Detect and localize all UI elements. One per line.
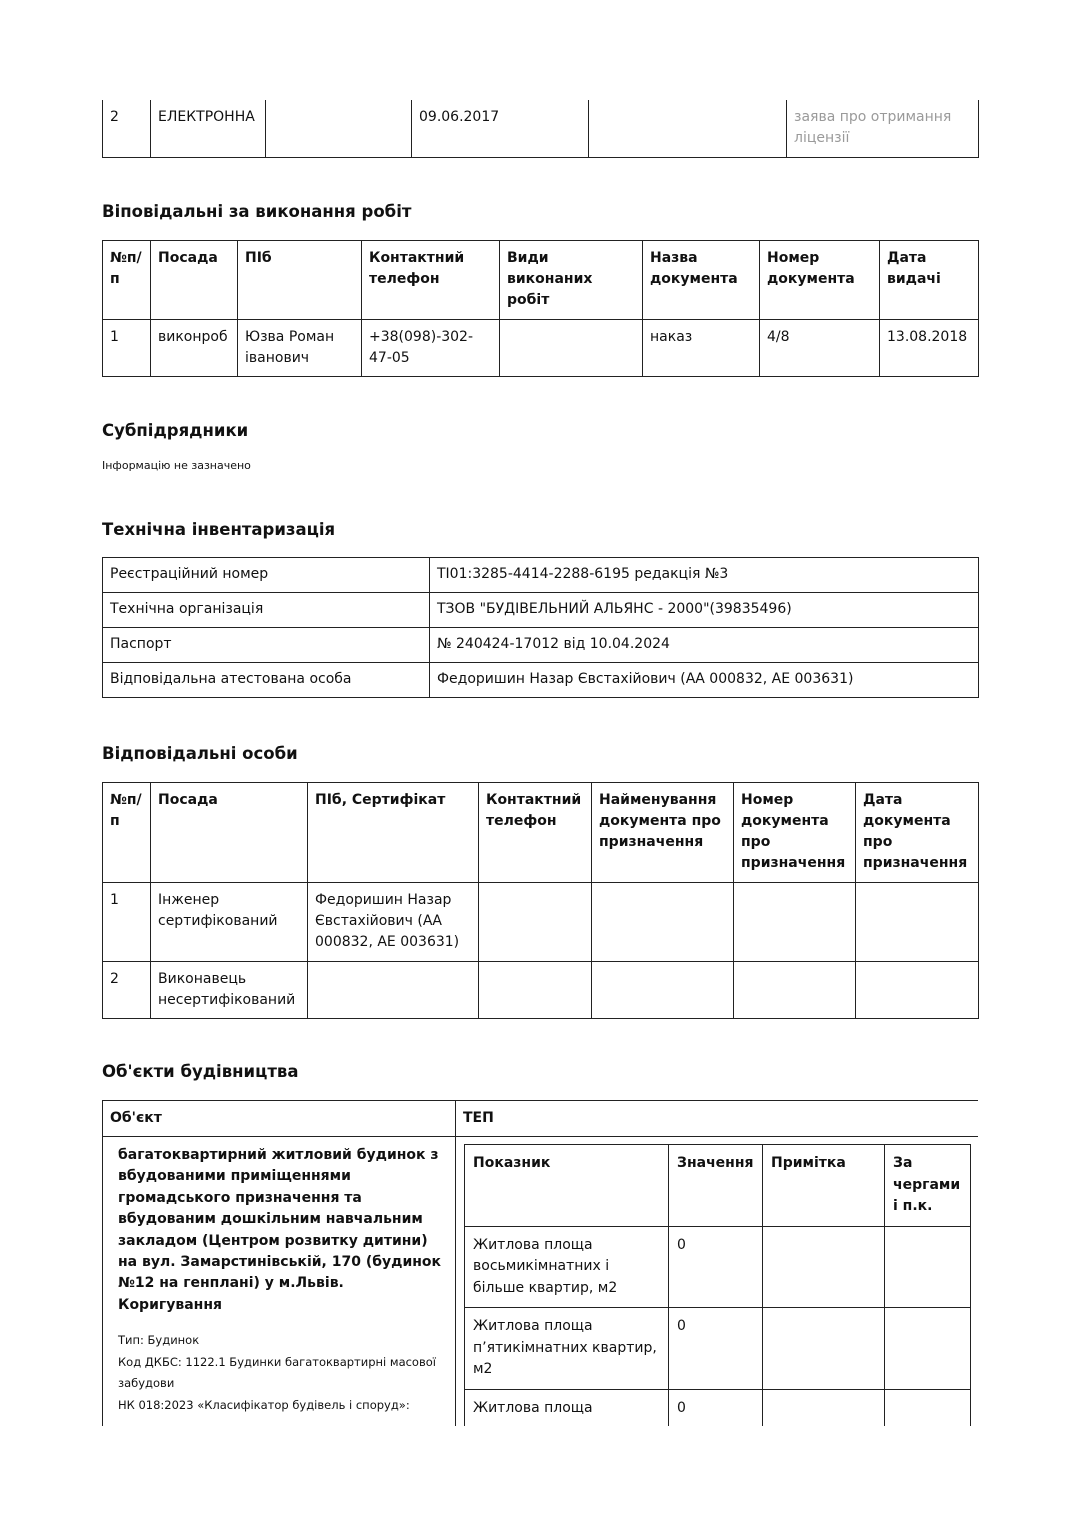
table-row	[465, 1226, 971, 1308]
object-description-cell	[103, 1137, 456, 1427]
table-header-row	[465, 1145, 971, 1227]
table-row	[465, 1389, 971, 1426]
table-cell	[500, 320, 643, 377]
previous-documents-table	[102, 100, 979, 158]
object-nk-classifier: НК 018:2023 «Класифікатор будівель і споруд»:	[118, 1397, 410, 1412]
table-cell	[592, 883, 734, 962]
column-header: Дата видачі	[880, 241, 979, 320]
section-title-subcontractors: Субпідрядники	[102, 421, 249, 440]
table-cell	[734, 883, 856, 962]
table-cell	[763, 1308, 885, 1390]
field-value: № 240424-17012 від 10.04.2024	[430, 628, 979, 663]
document-date: 09.06.2017	[412, 100, 589, 157]
empty-cell	[266, 100, 412, 157]
column-header: Посада	[151, 241, 238, 320]
column-header-tep: ТЕП	[456, 1101, 979, 1137]
field-label: Відповідальна атестована особа	[103, 663, 430, 698]
table-header-row	[103, 241, 979, 320]
table-cell	[885, 1226, 971, 1308]
table-row	[103, 883, 979, 962]
table-cell: 0	[669, 1308, 763, 1390]
no-info-note: Інформацію не зазначено	[102, 459, 251, 472]
field-value: ТІ01:3285-4414-2288-6195 редакція №3	[430, 558, 979, 593]
table-cell: 2	[103, 962, 151, 1019]
column-header: За чергами і п.к.	[885, 1145, 971, 1227]
column-header: Види виконаних робіт	[500, 241, 643, 320]
document-type: ЕЛЕКТРОННА	[151, 100, 266, 157]
table-cell: 0	[669, 1226, 763, 1308]
field-label: Реєстраційний номер	[103, 558, 430, 593]
field-label: Технічна організація	[103, 593, 430, 628]
column-header: №п/п	[103, 241, 151, 320]
table-cell	[856, 962, 979, 1019]
table-cell	[763, 1389, 885, 1426]
table-cell	[734, 962, 856, 1019]
table-cell: Інженер сертифікований	[151, 883, 308, 962]
column-header: Контактний телефон	[479, 783, 592, 883]
object-type: Тип: Будинок	[118, 1333, 200, 1348]
table-cell	[479, 962, 592, 1019]
table-cell	[479, 883, 592, 962]
table-cell: Житлова площа п’ятикімнатних квартир, м2	[465, 1308, 669, 1390]
section-title-tech-inventory: Технічна інвентаризація	[102, 520, 336, 539]
column-header: Контактний телефон	[362, 241, 500, 320]
table-cell	[885, 1308, 971, 1390]
row-number: 2	[103, 100, 151, 157]
table-cell: 0	[669, 1389, 763, 1426]
field-value: Федоришин Назар Євстахійович (АА 000832, АЕ 003631)	[430, 663, 979, 698]
empty-cell	[589, 100, 787, 157]
construction-objects-frame	[102, 1100, 978, 1426]
table-cell: виконроб	[151, 320, 238, 377]
table-cell	[885, 1389, 971, 1426]
column-header: Номер документа	[760, 241, 880, 320]
table-cell	[856, 883, 979, 962]
table-cell: 4/8	[760, 320, 880, 377]
column-header-object: Об'єкт	[103, 1101, 456, 1137]
table-cell: Виконавець несертифікований	[151, 962, 308, 1019]
responsible-persons-table	[102, 782, 979, 1019]
document-note: заява про отримання ліцензії	[787, 100, 979, 157]
table-cell: 13.08.2018	[880, 320, 979, 377]
column-header: Дата документа про призначення	[856, 783, 979, 883]
table-header-row	[103, 1101, 979, 1137]
tech-inventory-table	[102, 557, 979, 698]
table-row	[103, 1137, 979, 1427]
field-value: ТЗОВ "БУДІВЕЛЬНИЙ АЛЬЯНС - 2000"(39835496)	[430, 593, 979, 628]
tep-cell	[456, 1137, 979, 1427]
table-row	[103, 663, 979, 698]
column-header: Значення	[669, 1145, 763, 1227]
column-header: Найменування документа про призначення	[592, 783, 734, 883]
section-title-construction-objects: Об'єкти будівництва	[102, 1062, 299, 1081]
column-header: Показник	[465, 1145, 669, 1227]
object-meta	[118, 1330, 447, 1416]
table-cell: +38(098)-302-47-05	[362, 320, 500, 377]
construction-objects-table	[102, 1100, 978, 1426]
object-name: багатоквартирний житловий будинок з вбудованими приміщеннями громадського призначення та вбудованим дошкільним навчальним закладом (Центром розвитку дитини) на вул. Замарстинівській, 170 (будинок №12 на генплані) у м.Львів. Коригування	[118, 1147, 442, 1313]
table-row	[103, 628, 979, 663]
table-row	[103, 558, 979, 593]
table-cell: наказ	[643, 320, 760, 377]
table-cell	[592, 962, 734, 1019]
table-cell	[308, 962, 479, 1019]
table-row	[103, 100, 979, 157]
section-title-responsible-persons: Відповідальні особи	[102, 744, 298, 763]
table-row	[103, 962, 979, 1019]
table-cell: 1	[103, 320, 151, 377]
tep-table	[464, 1144, 971, 1426]
responsible-work-table	[102, 240, 979, 377]
column-header: Назва документа	[643, 241, 760, 320]
column-header: Примітка	[763, 1145, 885, 1227]
column-header: №п/п	[103, 783, 151, 883]
table-cell: Федоришин Назар Євстахійович (АА 000832, АЕ 003631)	[308, 883, 479, 962]
section-title-responsible-work: Віповідальні за виконання робіт	[102, 202, 412, 221]
object-dkbs-code: Код ДКБС: 1122.1 Будинки багатоквартирні масової забудови	[118, 1354, 436, 1391]
column-header: Номер документа про призначення	[734, 783, 856, 883]
table-cell	[763, 1226, 885, 1308]
column-header: ПІб	[238, 241, 362, 320]
column-header: ПІб, Сертифікат	[308, 783, 479, 883]
table-row	[465, 1308, 971, 1390]
table-row	[103, 593, 979, 628]
table-row	[103, 320, 979, 377]
table-cell: Юзва Роман іванович	[238, 320, 362, 377]
table-cell: Житлова площа	[465, 1389, 669, 1426]
field-label: Паспорт	[103, 628, 430, 663]
table-header-row	[103, 783, 979, 883]
table-cell: Житлова площа восьмикімнатних і більше квартир, м2	[465, 1226, 669, 1308]
column-header: Посада	[151, 783, 308, 883]
table-cell: 1	[103, 883, 151, 962]
